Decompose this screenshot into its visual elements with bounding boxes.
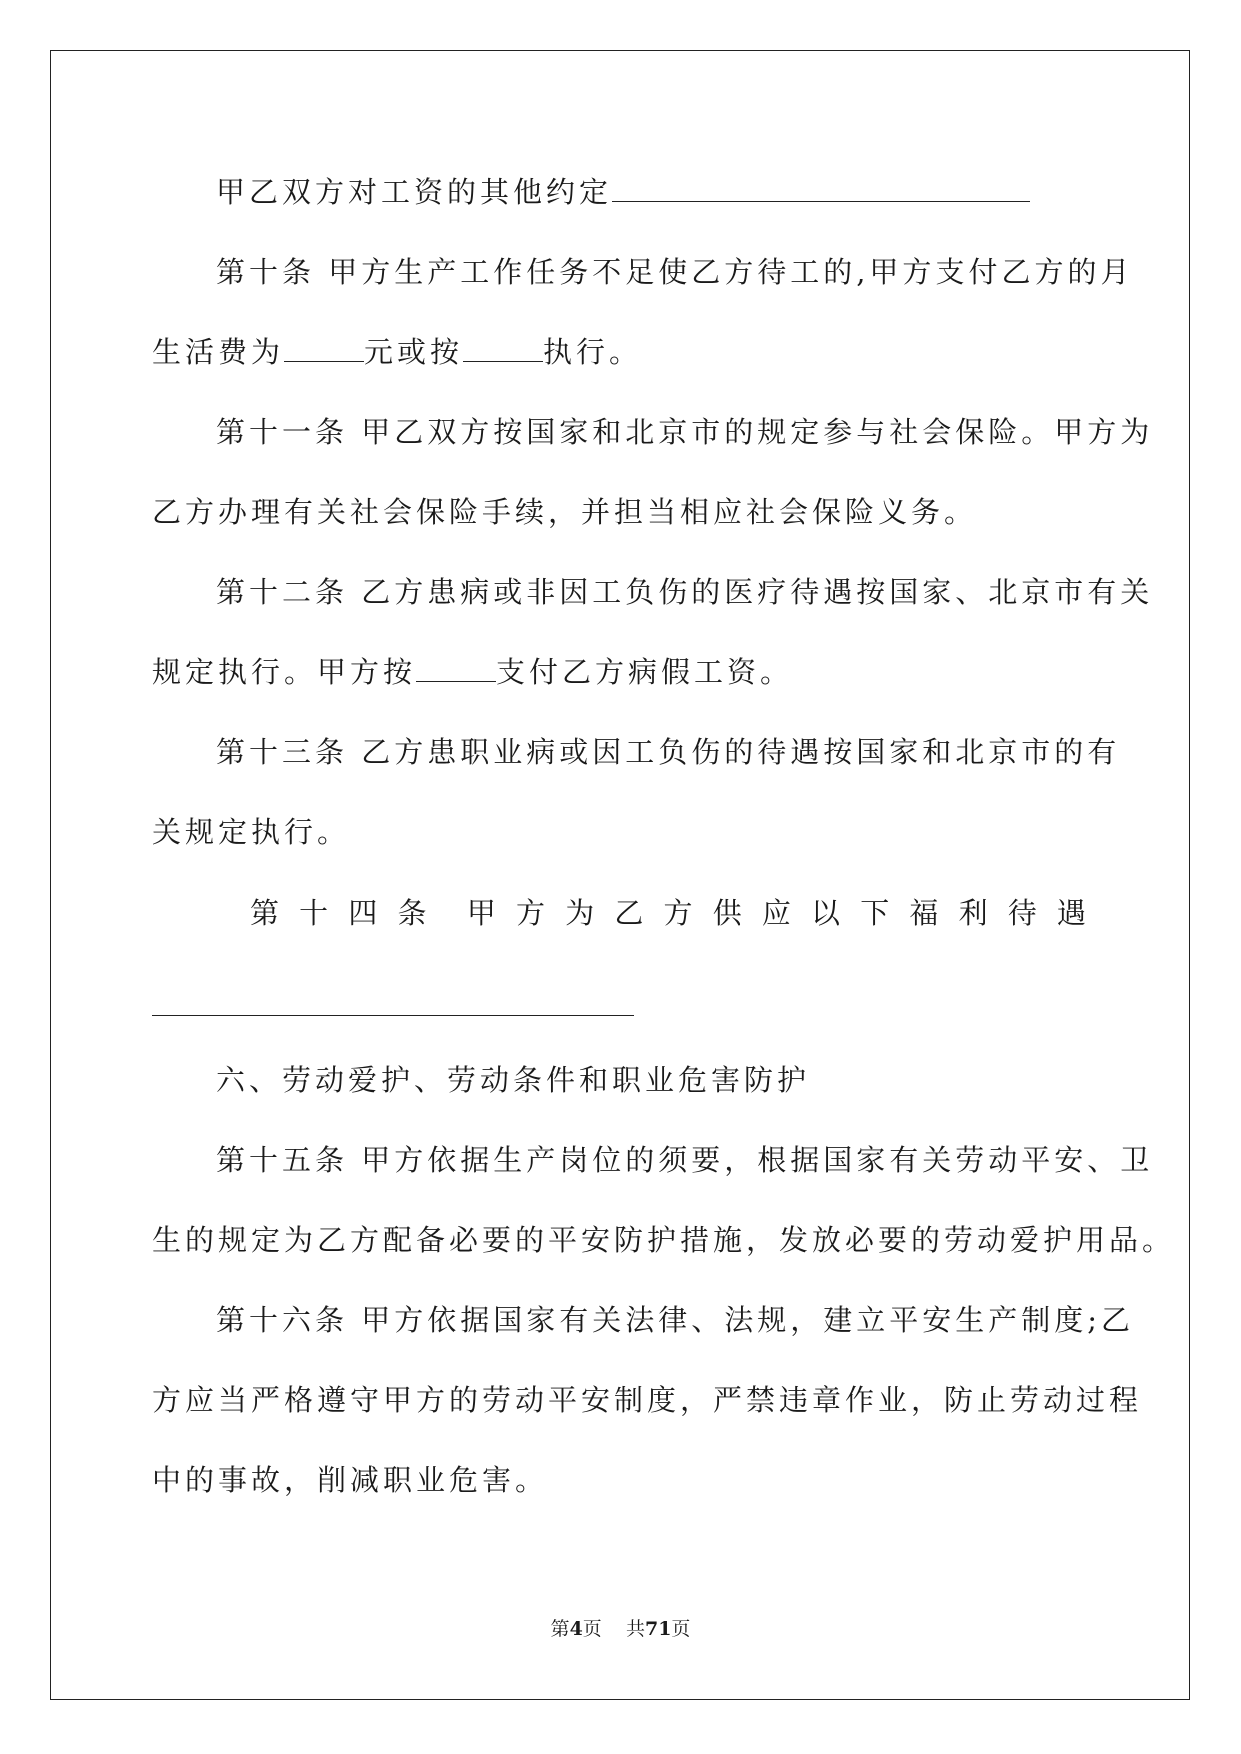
- fill-in-blank[interactable]: [152, 1015, 634, 1016]
- spread-char: 方: [663, 896, 693, 930]
- footer-suffix: 页: [671, 1618, 691, 1640]
- article-12-line-1: 第十二条 乙方患病或非因工负伤的医疗待遇按国家、北京市有关: [216, 575, 1154, 609]
- spread-char: 十: [299, 896, 329, 930]
- article-13-line-2: 关规定执行。: [152, 815, 351, 849]
- paragraph-text: 生活费为: [152, 335, 285, 369]
- article-16-line-3: 中的事故，削减职业危害。: [152, 1463, 549, 1497]
- spread-char: 甲: [466, 896, 496, 930]
- total-pages: 71: [644, 1618, 672, 1640]
- fill-in-blank[interactable]: [612, 175, 1030, 202]
- spread-char: 乙: [614, 896, 644, 930]
- spread-char: 四: [348, 896, 378, 930]
- article-15-line-1: 第十五条 甲方依据生产岗位的须要，根据国家有关劳动平安、卫: [216, 1143, 1154, 1177]
- paragraph-text: 执行。: [543, 335, 643, 369]
- article-15-line-2: 生的规定为乙方配备必要的平安防护措施，发放必要的劳动爱护用品。: [152, 1223, 1176, 1257]
- paragraph-text: 甲乙双方对工资的其他约定: [216, 175, 613, 209]
- spread-char: 为: [565, 896, 595, 930]
- spread-char: 供: [712, 896, 742, 930]
- spread-char: 利: [958, 896, 988, 930]
- footer-mid: 页 共: [582, 1618, 645, 1640]
- spread-char: 以: [811, 896, 841, 930]
- article-16-line-2: 方应当严格遵守甲方的劳动平安制度，严禁违章作业，防止劳动过程: [152, 1383, 1143, 1417]
- paragraph-salary-other: [216, 172, 1030, 212]
- spread-char: 方: [516, 896, 546, 930]
- page-number: 4: [569, 1618, 583, 1640]
- page-border: [50, 50, 1190, 1700]
- spread-char: 应: [761, 896, 791, 930]
- spread-char: 待: [1007, 896, 1037, 930]
- fill-in-blank[interactable]: [416, 655, 496, 682]
- page-footer: [0, 1617, 1241, 1641]
- article-13-line-1: 第十三条 乙方患职业病或因工负伤的待遇按国家和北京市的有: [216, 735, 1121, 769]
- fill-in-blank[interactable]: [284, 335, 364, 362]
- article-12-line-2: [152, 652, 793, 692]
- paragraph-text: 元或按: [364, 335, 464, 369]
- article-11-line-2: 乙方办理有关社会保险手续，并担当相应社会保险义务。: [152, 495, 978, 529]
- spread-char: 下: [860, 896, 890, 930]
- paragraph-text: 支付乙方病假工资。: [496, 655, 794, 689]
- article-14-line-1: [250, 893, 1086, 933]
- paragraph-text: 规定执行。甲方按: [152, 655, 417, 689]
- article-10-line-2: [152, 332, 642, 372]
- spread-char: 第: [250, 896, 280, 930]
- section-6-heading: 六、劳动爱护、劳动条件和职业危害防护: [216, 1063, 811, 1097]
- article-16-line-1: 第十六条 甲方依据国家有关法律、法规，建立平安生产制度;乙: [216, 1303, 1134, 1337]
- fill-in-blank[interactable]: [463, 335, 543, 362]
- spread-char: 条: [397, 896, 427, 930]
- footer-prefix: 第: [550, 1618, 570, 1640]
- spread-char: 福: [909, 896, 939, 930]
- spread-char: 遇: [1056, 896, 1086, 930]
- article-11-line-1: 第十一条 甲乙双方按国家和北京市的规定参与社会保险。甲方为: [216, 415, 1154, 449]
- article-10-line-1: 第十条 甲方生产工作任务不足使乙方待工的,甲方支付乙方的月: [216, 255, 1134, 289]
